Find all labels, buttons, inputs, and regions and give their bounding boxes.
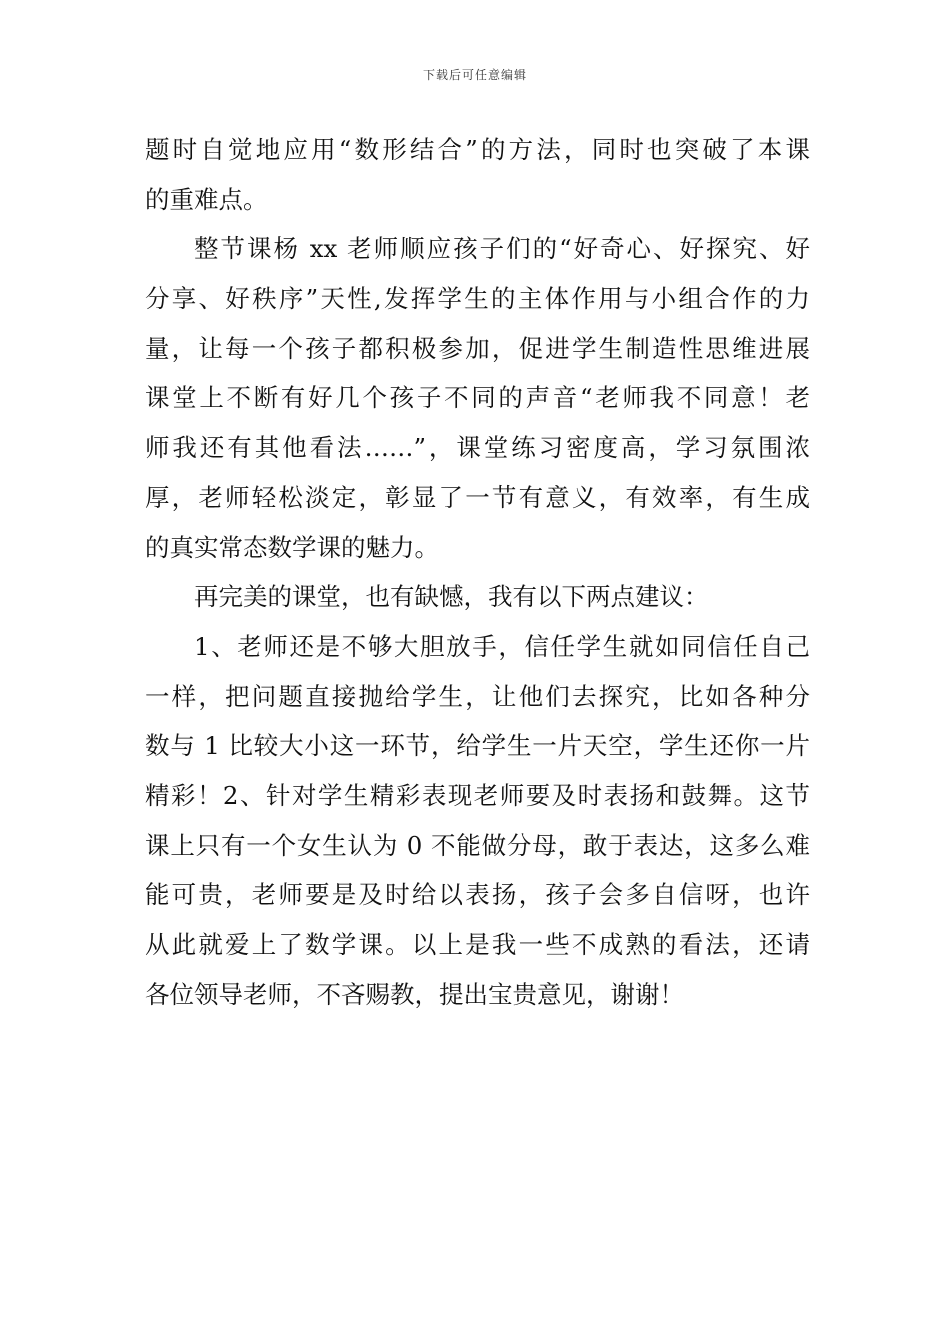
text-line: 精彩！2、针对学生精彩表现老师要及时表扬和鼓舞。这节 <box>145 780 810 810</box>
text-line: 再完美的课堂，也有缺憾，我有以下两点建议： <box>194 582 709 612</box>
text-line: 题时自觉地应用“数形结合”的方法，同时也突破了本课 <box>145 135 810 164</box>
text-line: 厚，老师轻松淡定，彰显了一节有意义，有效率，有生成 <box>145 482 810 512</box>
text-line: 一样，把问题直接抛给学生，让他们去探究，比如各种分 <box>145 681 810 711</box>
text-line: 课堂上不断有好几个孩子不同的声音“老师我不同意！老 <box>145 383 810 413</box>
text-line: 各位领导老师，不吝赐教，提出宝贵意见，谢谢！ <box>145 979 684 1009</box>
text-line: 整节课杨 xx 老师顺应孩子们的“好奇心、好探究、好 <box>194 234 810 264</box>
document-body <box>145 125 810 1019</box>
text-line: 1、老师还是不够大胆放手，信任学生就如同信任自己 <box>194 631 810 661</box>
text-line: 从此就爱上了数学课。以上是我一些不成熟的看法，还请 <box>145 930 810 959</box>
text-line: 分享、好秩序”天性,发挥学生的主体作用与小组合作的力 <box>145 284 810 314</box>
page-header: 下载后可任意编辑 <box>422 68 527 82</box>
text-line: 能可贵，老师要是及时给以表扬，孩子会多自信呀，也许 <box>145 880 810 910</box>
text-line: 的重难点。 <box>145 184 268 214</box>
text-line: 的真实常态数学课的魅力。 <box>145 532 439 562</box>
text-line: 师我还有其他看法……”，课堂练习密度高，学习氛围浓 <box>145 433 810 463</box>
text-line: 量，让每一个孩子都积极参加，促进学生制造性思维进展 <box>145 333 810 363</box>
text-line: 课上只有一个女生认为 0 不能做分母，敢于表达，这多么难 <box>145 830 810 860</box>
text-line: 数与 1 比较大小这一环节，给学生一片天空，学生还你一片 <box>145 731 810 761</box>
